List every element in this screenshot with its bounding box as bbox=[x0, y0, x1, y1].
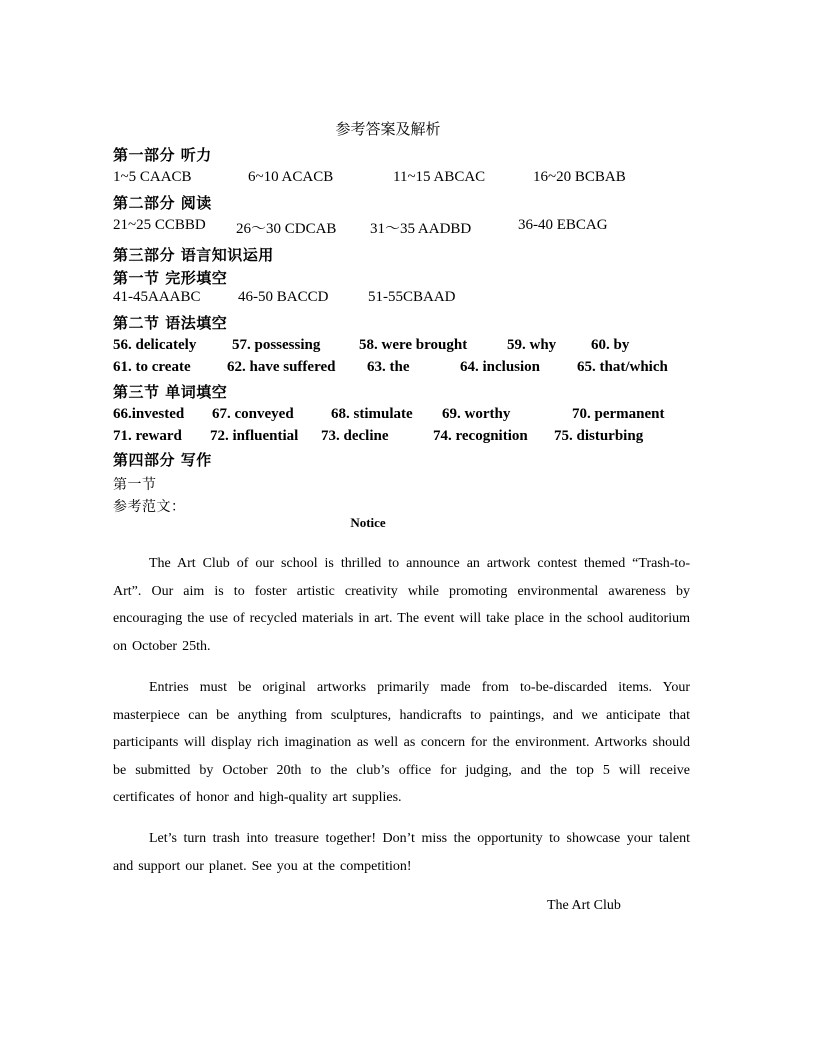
answer-item: 66.invested bbox=[113, 406, 185, 422]
signature: The Art Club bbox=[547, 898, 621, 913]
answer-group: 41-45AAABC bbox=[113, 289, 201, 305]
answer-item: 74. recognition bbox=[433, 428, 528, 444]
part3-section2-heading: 第二节 语法填空 bbox=[113, 314, 228, 332]
answer-item: 64. inclusion bbox=[460, 359, 541, 375]
sample-label: 参考范文： bbox=[113, 499, 186, 515]
part1-heading: 第一部分 听力 bbox=[113, 146, 212, 164]
answer-group: 6~10 ACACB bbox=[248, 169, 334, 185]
notice-title: Notice bbox=[350, 515, 386, 530]
part2-heading: 第二部分 阅读 bbox=[113, 194, 212, 212]
notice-paragraph-2: Entries must be original artworks primarily made from to-be-discarded items. Your masterpiece can be anything from sculptures, handicrafts to paintings, and we anticipate that participants will display rich imagination as well as concern for the environment. Artworks should be submitted by October 20th to the club’s office for judging, and the top 5 will receive certificates of honor and high-quality art supplies. bbox=[113, 680, 690, 806]
answer-item: 57. possessing bbox=[232, 337, 321, 353]
answer-item: 69. worthy bbox=[442, 406, 511, 422]
answer-item: 72. influential bbox=[210, 428, 299, 444]
notice-paragraph-1: The Art Club of our school is thrilled to announce an artwork contest themed “Trash-to-Art”. Our aim is to foster artistic creativity while promoting environmental awareness by encouraging the use of recycled materials in art. The event will take place in the school auditorium on October 25th. bbox=[113, 556, 690, 654]
answer-item: 73. decline bbox=[321, 428, 389, 444]
answer-item: 67. conveyed bbox=[212, 406, 294, 422]
part3-heading: 第三部分 语言知识运用 bbox=[113, 246, 274, 264]
answer-item: 70. permanent bbox=[572, 406, 665, 422]
answer-item: 71. reward bbox=[113, 428, 182, 444]
part4-heading: 第四部分 写作 bbox=[113, 451, 212, 469]
answer-item: 75. disturbing bbox=[554, 428, 644, 444]
part4-section1-heading: 第一节 bbox=[113, 477, 157, 493]
answer-item: 62. have suffered bbox=[227, 359, 336, 375]
answer-group: 21~25 CCBBD bbox=[113, 217, 206, 233]
answer-item: 63. the bbox=[367, 359, 410, 375]
answer-group: 26～30 CDCAB bbox=[236, 221, 337, 237]
part3-section3-heading: 第三节 单词填空 bbox=[113, 383, 228, 401]
answer-item: 56. delicately bbox=[113, 337, 197, 353]
answer-item: 61. to create bbox=[113, 359, 191, 375]
answer-group: 16~20 BCBAB bbox=[533, 169, 626, 185]
answer-item: 68. stimulate bbox=[331, 406, 413, 422]
answer-group: 1~5 CAACB bbox=[113, 169, 192, 185]
answer-group: 11~15 ABCAC bbox=[393, 169, 486, 185]
answer-group: 31～35 AADBD bbox=[370, 221, 472, 237]
answer-item: 65. that/which bbox=[577, 359, 668, 375]
answer-group: 51-55CBAAD bbox=[368, 289, 456, 305]
answer-item: 58. were brought bbox=[359, 337, 468, 353]
answer-item: 59. why bbox=[507, 337, 557, 353]
part3-section1-heading: 第一节 完形填空 bbox=[113, 269, 228, 287]
answer-group: 46-50 BACCD bbox=[238, 289, 329, 305]
notice-paragraph-3: Let’s turn trash into treasure together! Don’t miss the opportunity to showcase your talent and support our planet. See you at the competition! bbox=[113, 831, 690, 874]
answer-group: 36-40 EBCAG bbox=[518, 217, 608, 233]
page-title: 参考答案及解析 bbox=[335, 122, 441, 138]
answer-item: 60. by bbox=[591, 337, 630, 353]
